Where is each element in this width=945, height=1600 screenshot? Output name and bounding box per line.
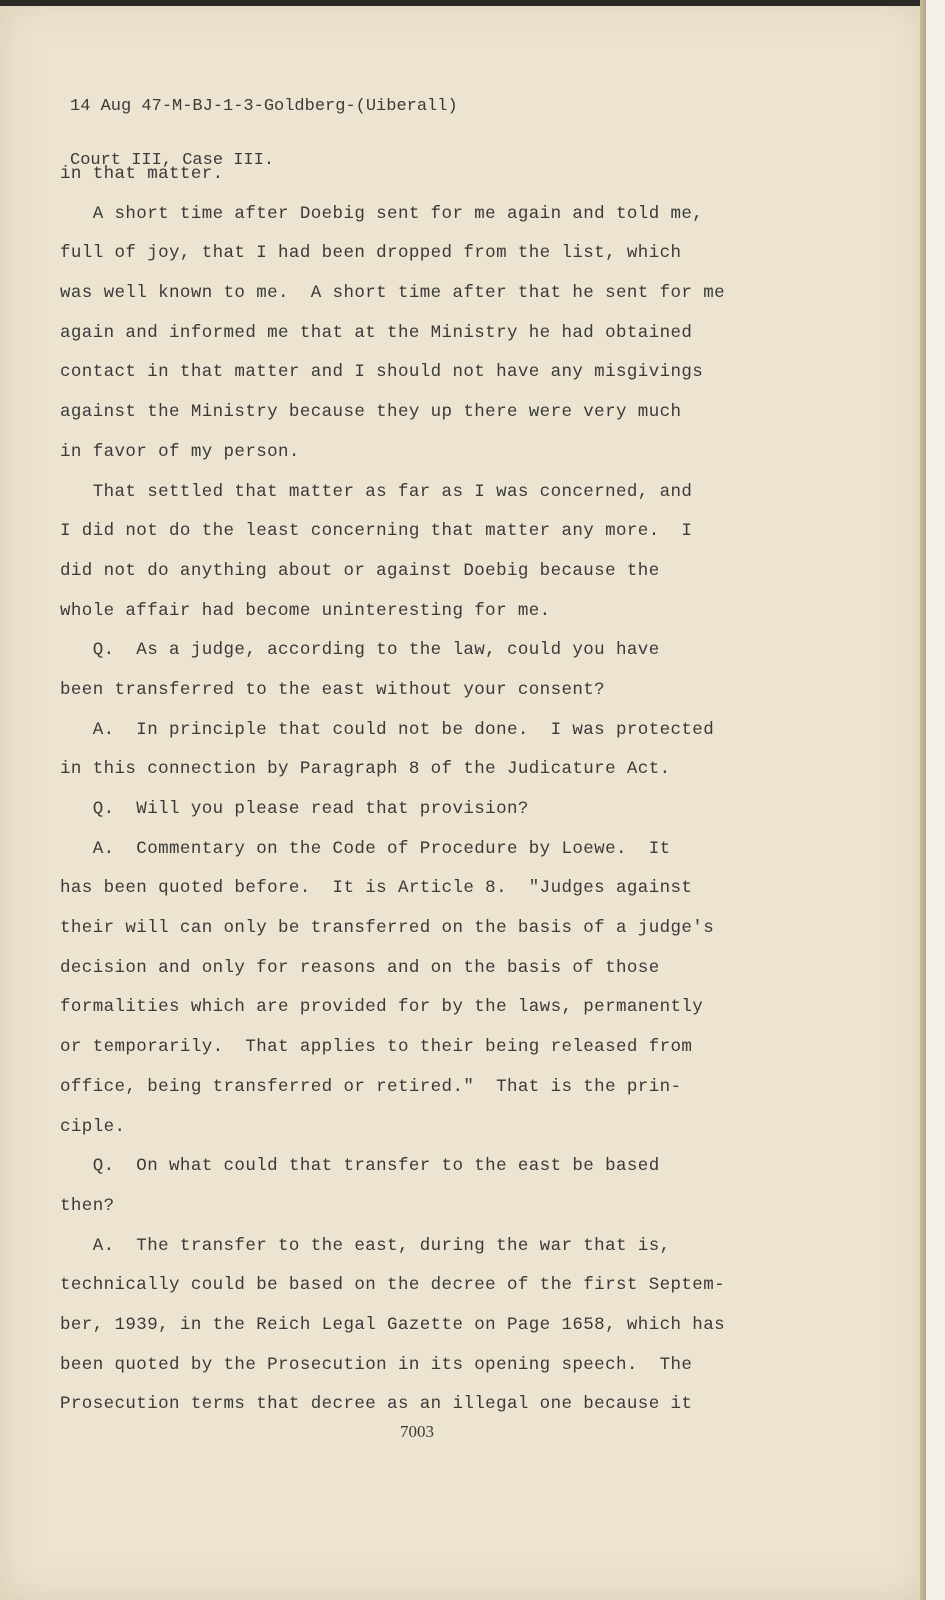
text-line: in favor of my person. bbox=[60, 441, 300, 462]
scan-margin bbox=[926, 0, 945, 1600]
text-line: Q. On what could that transfer to the east be based bbox=[60, 1156, 660, 1177]
text-line: I did not do the least concerning that matter any more. I bbox=[60, 521, 693, 542]
page-number: 7003 bbox=[400, 1422, 434, 1441]
text-line: their will can only be transferred on the basis of a judge's bbox=[60, 918, 715, 939]
text-line: did not do anything about or against Doebig because the bbox=[60, 560, 660, 581]
text-line: or temporarily. That applies to their being released from bbox=[60, 1037, 693, 1058]
text-line: decision and only for reasons and on the basis of those bbox=[60, 957, 660, 978]
text-line: in this connection by Paragraph 8 of the Judicature Act. bbox=[60, 759, 671, 780]
text-line: full of joy, that I had been dropped from the list, which bbox=[60, 243, 682, 264]
header-line-1: 14 Aug 47-M-BJ-1-3-Goldberg-(Uiberall) bbox=[70, 97, 458, 116]
text-line: office, being transferred or retired." That is the prin- bbox=[60, 1076, 682, 1097]
text-line: Prosecution terms that decree as an illegal one because it bbox=[60, 1394, 693, 1415]
text-line: formalities which are provided for by the laws, permanently bbox=[60, 997, 704, 1018]
text-line: A short time after Doebig sent for me again and told me, bbox=[60, 203, 704, 224]
text-line: technically could be based on the decree of the first Septem- bbox=[60, 1275, 726, 1296]
header-line-2: Court III, Case III. bbox=[70, 151, 275, 170]
text-line: ciple. bbox=[60, 1116, 126, 1137]
text-line: against the Ministry because they up there were very much bbox=[60, 402, 682, 423]
text-line: A. Commentary on the Code of Procedure by Loewe. It bbox=[60, 838, 671, 859]
text-line: been transferred to the east without your consent? bbox=[60, 679, 606, 700]
text-line: contact in that matter and I should not have any misgivings bbox=[60, 362, 704, 383]
text-line: Q. Will you please read that provision? bbox=[60, 799, 529, 819]
text-line: A. The transfer to the east, during the war that is, bbox=[60, 1235, 671, 1256]
transcript-body bbox=[60, 155, 800, 1425]
top-edge bbox=[0, 0, 926, 6]
text-line: ber, 1939, in the Reich Legal Gazette on Page 1658, which has bbox=[60, 1314, 726, 1335]
text-line: has been quoted before. It is Article 8. "Judges against bbox=[60, 878, 693, 899]
text-line: whole affair had become uninteresting for me. bbox=[60, 600, 551, 621]
text-line: A. In principle that could not be done. I was protected bbox=[60, 719, 715, 740]
text-line: That settled that matter as far as I was concerned, and bbox=[60, 481, 693, 502]
text-line: then? bbox=[60, 1195, 115, 1216]
text-line: been quoted by the Prosecution in its opening speech. The bbox=[60, 1354, 693, 1375]
text-line: Q. As a judge, according to the law, could you have bbox=[60, 640, 660, 661]
text-line: was well known to me. A short time after that he sent for me bbox=[60, 283, 726, 304]
text-line: in that matter. bbox=[60, 164, 224, 184]
text-line: again and informed me that at the Ministry he had obtained bbox=[60, 322, 693, 343]
